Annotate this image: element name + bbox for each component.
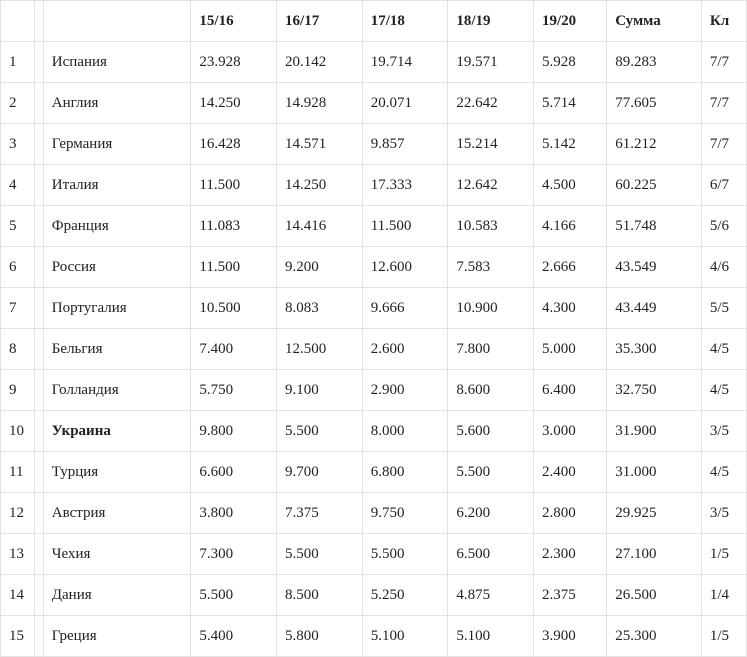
season-18-19-cell: 7.800 (448, 329, 534, 370)
kl-cell: 7/7 (701, 42, 746, 83)
table-header-row (1, 1, 747, 42)
sum-cell: 60.225 (607, 165, 702, 206)
season-17-18-cell: 5.500 (362, 534, 448, 575)
season-16-17-cell: 14.571 (277, 124, 363, 165)
season-18-19-cell: 5.600 (448, 411, 534, 452)
season-15-16-cell: 7.400 (191, 329, 277, 370)
season-16-17-cell: 14.250 (277, 165, 363, 206)
table-row (1, 616, 747, 657)
header-season-19-20: 19/20 (533, 1, 606, 42)
season-18-19-cell: 10.583 (448, 206, 534, 247)
season-15-16-cell: 11.083 (191, 206, 277, 247)
table-row (1, 42, 747, 83)
gap-cell (34, 493, 43, 534)
kl-cell: 7/7 (701, 83, 746, 124)
country-cell: Голландия (43, 370, 191, 411)
country-cell: Турция (43, 452, 191, 493)
sum-cell: 35.300 (607, 329, 702, 370)
season-18-19-cell: 10.900 (448, 288, 534, 329)
season-17-18-cell: 20.071 (362, 83, 448, 124)
table-row (1, 288, 747, 329)
kl-cell: 4/6 (701, 247, 746, 288)
rank-cell: 7 (1, 288, 35, 329)
season-19-20-cell: 2.800 (533, 493, 606, 534)
gap-cell (34, 329, 43, 370)
season-16-17-cell: 5.500 (277, 534, 363, 575)
gap-cell (34, 42, 43, 83)
season-18-19-cell: 6.500 (448, 534, 534, 575)
season-15-16-cell: 11.500 (191, 247, 277, 288)
header-kl: Кл (701, 1, 746, 42)
season-18-19-cell: 7.583 (448, 247, 534, 288)
season-18-19-cell: 6.200 (448, 493, 534, 534)
season-15-16-cell: 10.500 (191, 288, 277, 329)
season-19-20-cell: 5.142 (533, 124, 606, 165)
gap-cell (34, 83, 43, 124)
rank-cell: 1 (1, 42, 35, 83)
gap-cell (34, 206, 43, 247)
sum-cell: 89.283 (607, 42, 702, 83)
header-season-18-19: 18/19 (448, 1, 534, 42)
gap-cell (34, 165, 43, 206)
season-18-19-cell: 8.600 (448, 370, 534, 411)
table-row (1, 452, 747, 493)
season-15-16-cell: 11.500 (191, 165, 277, 206)
kl-cell: 1/4 (701, 575, 746, 616)
table-row (1, 206, 747, 247)
sum-cell: 32.750 (607, 370, 702, 411)
season-17-18-cell: 17.333 (362, 165, 448, 206)
season-16-17-cell: 5.800 (277, 616, 363, 657)
season-15-16-cell: 6.600 (191, 452, 277, 493)
rank-cell: 8 (1, 329, 35, 370)
sum-cell: 27.100 (607, 534, 702, 575)
sum-cell: 26.500 (607, 575, 702, 616)
season-19-20-cell: 3.000 (533, 411, 606, 452)
country-cell: Россия (43, 247, 191, 288)
sum-cell: 61.212 (607, 124, 702, 165)
table-row (1, 493, 747, 534)
season-17-18-cell: 6.800 (362, 452, 448, 493)
season-16-17-cell: 14.928 (277, 83, 363, 124)
header-country (43, 1, 191, 42)
season-17-18-cell: 19.714 (362, 42, 448, 83)
table-body (1, 42, 747, 657)
rank-cell: 15 (1, 616, 35, 657)
table-row (1, 124, 747, 165)
season-16-17-cell: 9.700 (277, 452, 363, 493)
header-sum: Сумма (607, 1, 702, 42)
season-19-20-cell: 2.300 (533, 534, 606, 575)
season-19-20-cell: 3.900 (533, 616, 606, 657)
table-row (1, 165, 747, 206)
kl-cell: 4/5 (701, 452, 746, 493)
country-cell: Украина (43, 411, 191, 452)
season-18-19-cell: 12.642 (448, 165, 534, 206)
season-16-17-cell: 7.375 (277, 493, 363, 534)
table-row (1, 411, 747, 452)
gap-cell (34, 575, 43, 616)
kl-cell: 3/5 (701, 493, 746, 534)
country-cell: Франция (43, 206, 191, 247)
rank-cell: 12 (1, 493, 35, 534)
kl-cell: 5/6 (701, 206, 746, 247)
rank-cell: 6 (1, 247, 35, 288)
season-15-16-cell: 3.800 (191, 493, 277, 534)
sum-cell: 31.900 (607, 411, 702, 452)
header-season-17-18: 17/18 (362, 1, 448, 42)
sum-cell: 43.549 (607, 247, 702, 288)
country-cell: Дания (43, 575, 191, 616)
season-16-17-cell: 5.500 (277, 411, 363, 452)
season-19-20-cell: 2.400 (533, 452, 606, 493)
country-cell: Англия (43, 83, 191, 124)
season-19-20-cell: 4.500 (533, 165, 606, 206)
gap-cell (34, 616, 43, 657)
season-19-20-cell: 5.928 (533, 42, 606, 83)
season-17-18-cell: 9.750 (362, 493, 448, 534)
country-cell: Германия (43, 124, 191, 165)
season-16-17-cell: 8.083 (277, 288, 363, 329)
sum-cell: 25.300 (607, 616, 702, 657)
season-17-18-cell: 5.100 (362, 616, 448, 657)
season-17-18-cell: 5.250 (362, 575, 448, 616)
season-17-18-cell: 11.500 (362, 206, 448, 247)
rank-cell: 2 (1, 83, 35, 124)
rank-cell: 9 (1, 370, 35, 411)
kl-cell: 1/5 (701, 534, 746, 575)
season-19-20-cell: 4.166 (533, 206, 606, 247)
header-rank (1, 1, 35, 42)
season-18-19-cell: 15.214 (448, 124, 534, 165)
sum-cell: 43.449 (607, 288, 702, 329)
season-16-17-cell: 20.142 (277, 42, 363, 83)
header-season-16-17: 16/17 (277, 1, 363, 42)
kl-cell: 5/5 (701, 288, 746, 329)
season-15-16-cell: 23.928 (191, 42, 277, 83)
season-15-16-cell: 5.400 (191, 616, 277, 657)
gap-cell (34, 411, 43, 452)
season-17-18-cell: 8.000 (362, 411, 448, 452)
season-16-17-cell: 14.416 (277, 206, 363, 247)
rank-cell: 5 (1, 206, 35, 247)
header-season-15-16: 15/16 (191, 1, 277, 42)
header-gap (34, 1, 43, 42)
season-19-20-cell: 5.000 (533, 329, 606, 370)
season-17-18-cell: 12.600 (362, 247, 448, 288)
country-cell: Австрия (43, 493, 191, 534)
season-19-20-cell: 5.714 (533, 83, 606, 124)
country-cell: Бельгия (43, 329, 191, 370)
season-15-16-cell: 16.428 (191, 124, 277, 165)
kl-cell: 7/7 (701, 124, 746, 165)
season-18-19-cell: 5.100 (448, 616, 534, 657)
season-15-16-cell: 7.300 (191, 534, 277, 575)
gap-cell (34, 452, 43, 493)
table-row (1, 534, 747, 575)
gap-cell (34, 534, 43, 575)
rank-cell: 13 (1, 534, 35, 575)
season-18-19-cell: 19.571 (448, 42, 534, 83)
season-19-20-cell: 4.300 (533, 288, 606, 329)
gap-cell (34, 124, 43, 165)
kl-cell: 6/7 (701, 165, 746, 206)
table-row (1, 247, 747, 288)
season-19-20-cell: 2.666 (533, 247, 606, 288)
season-16-17-cell: 9.200 (277, 247, 363, 288)
rank-cell: 10 (1, 411, 35, 452)
sum-cell: 51.748 (607, 206, 702, 247)
country-cell: Испания (43, 42, 191, 83)
season-17-18-cell: 2.600 (362, 329, 448, 370)
country-cell: Италия (43, 165, 191, 206)
season-16-17-cell: 12.500 (277, 329, 363, 370)
sum-cell: 29.925 (607, 493, 702, 534)
rank-cell: 3 (1, 124, 35, 165)
rank-cell: 4 (1, 165, 35, 206)
table-row (1, 329, 747, 370)
country-cell: Португалия (43, 288, 191, 329)
season-17-18-cell: 9.857 (362, 124, 448, 165)
season-15-16-cell: 9.800 (191, 411, 277, 452)
season-17-18-cell: 2.900 (362, 370, 448, 411)
rank-cell: 14 (1, 575, 35, 616)
sum-cell: 31.000 (607, 452, 702, 493)
country-cell: Греция (43, 616, 191, 657)
season-15-16-cell: 5.500 (191, 575, 277, 616)
table-row (1, 575, 747, 616)
season-18-19-cell: 5.500 (448, 452, 534, 493)
rank-cell: 11 (1, 452, 35, 493)
kl-cell: 4/5 (701, 329, 746, 370)
gap-cell (34, 370, 43, 411)
season-19-20-cell: 2.375 (533, 575, 606, 616)
table-row (1, 83, 747, 124)
gap-cell (34, 288, 43, 329)
table-row (1, 370, 747, 411)
country-cell: Чехия (43, 534, 191, 575)
season-16-17-cell: 9.100 (277, 370, 363, 411)
season-18-19-cell: 4.875 (448, 575, 534, 616)
kl-cell: 1/5 (701, 616, 746, 657)
kl-cell: 3/5 (701, 411, 746, 452)
season-18-19-cell: 22.642 (448, 83, 534, 124)
gap-cell (34, 247, 43, 288)
kl-cell: 4/5 (701, 370, 746, 411)
season-17-18-cell: 9.666 (362, 288, 448, 329)
season-19-20-cell: 6.400 (533, 370, 606, 411)
season-15-16-cell: 5.750 (191, 370, 277, 411)
season-16-17-cell: 8.500 (277, 575, 363, 616)
sum-cell: 77.605 (607, 83, 702, 124)
season-15-16-cell: 14.250 (191, 83, 277, 124)
